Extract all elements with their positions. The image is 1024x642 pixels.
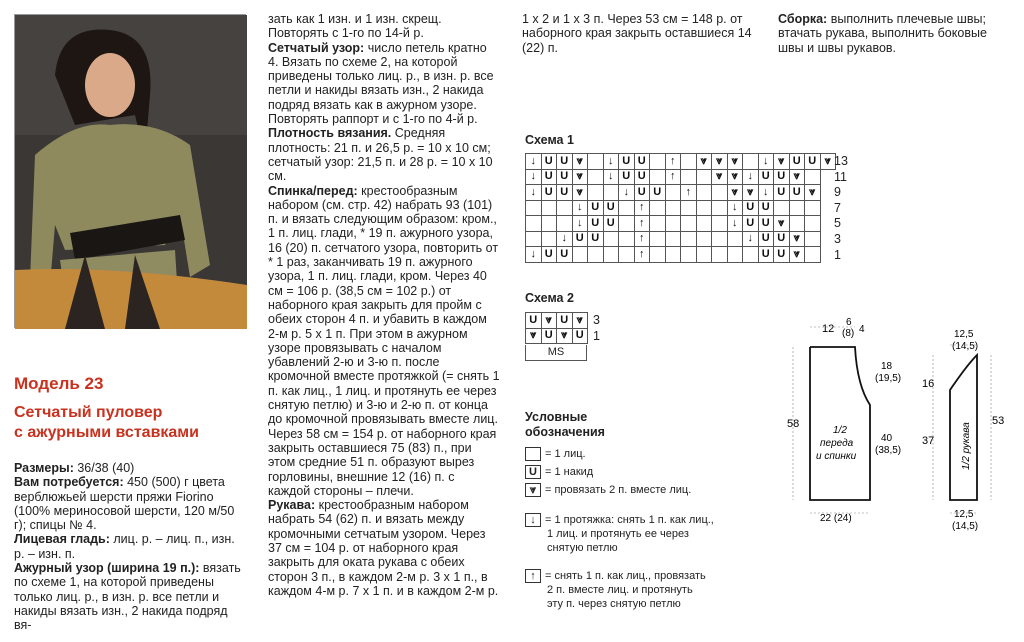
knit-cell <box>526 231 542 247</box>
k2tog-symbol: ⩔ <box>743 185 759 201</box>
knit-cell <box>805 169 821 185</box>
sleeve-total-value: 53 <box>992 415 1005 427</box>
sk2p-symbol: ↑ <box>665 169 681 185</box>
ssk-symbol: ↓ <box>526 185 542 201</box>
ssk-symbol: ↓ <box>603 169 619 185</box>
sleeves-label: Рукава: <box>268 498 316 513</box>
yarn-over-symbol: U <box>743 216 759 232</box>
ssk-symbol: ↓ <box>526 154 542 170</box>
knit-cell <box>588 185 604 201</box>
knit-cell <box>774 200 790 216</box>
legend-item-sk2p <box>525 569 755 611</box>
sleeve-label: 1/2 рукава <box>961 422 972 470</box>
k2tog-symbol: ⩔ <box>526 328 542 344</box>
knit-cell <box>603 247 619 263</box>
knit-cell <box>665 231 681 247</box>
knit-cell <box>727 231 743 247</box>
stockinette-value: лиц. р. – лиц. п., изн. р. – изн. п. <box>14 532 235 561</box>
knit-cell <box>712 200 728 216</box>
materials-value: 450 (500) г цвета верблюжьей шерсти пряжи Fiorino (100% мериносовой шерсти, 120 м/50 г); спицы № 4. <box>14 475 235 533</box>
yarn-over-symbol: U <box>541 154 557 170</box>
ssk-symbol: ↓ <box>619 185 635 201</box>
back-front-label: Спинка/перед: <box>268 183 358 198</box>
scheme-2-row <box>526 328 588 344</box>
knit-cell <box>650 200 666 216</box>
sk2p-symbol: ↑ <box>634 200 650 216</box>
body-armhole-value-alt: (19,5) <box>875 373 902 384</box>
sizes-label: Размеры: <box>14 461 74 475</box>
mesh-label: Сетчатый узор: <box>268 40 365 55</box>
yarn-over-symbol: U <box>743 200 759 216</box>
col2-continuation: зать как 1 изн. и 1 изн. скрещ. Повторять с 1-го по 14-й р. <box>268 12 442 41</box>
legend-text-k2tog: = провязать 2 п. вместе лиц. <box>545 484 692 497</box>
yarn-over-symbol: U <box>525 465 541 479</box>
yarn-over-symbol: U <box>588 200 604 216</box>
assembly-value: выполнить плечевые швы; втачать рукава, выполнить боковые швы и швы рукавов. <box>778 12 987 55</box>
row-number: 11 <box>834 169 847 184</box>
ssk-symbol: ↓ <box>743 231 759 247</box>
yarn-over-symbol: U <box>557 313 573 329</box>
legend-text-sk2p: = снять 1 п. как лиц., провязать <box>545 570 706 583</box>
yarn-over-symbol: U <box>758 231 774 247</box>
knit-cell <box>681 200 697 216</box>
k2tog-symbol: ⩔ <box>727 169 743 185</box>
knit-cell <box>588 154 604 170</box>
stockinette-label: Лицевая гладь: <box>14 532 110 547</box>
knit-cell <box>541 200 557 216</box>
k2tog-symbol: ⩔ <box>774 216 790 232</box>
yarn-over-symbol: U <box>572 231 588 247</box>
scheme-2-row <box>526 313 588 329</box>
knit-cell <box>696 247 712 263</box>
density-label: Плотность вязания. <box>268 126 392 141</box>
yarn-over-symbol: U <box>541 328 557 344</box>
assembly-label: Сборка: <box>778 12 828 26</box>
scheme-2-title: Схема 2 <box>525 291 574 305</box>
k2tog-symbol: ⩔ <box>712 169 728 185</box>
k2tog-symbol: ⩔ <box>696 154 712 170</box>
yarn-over-symbol: U <box>634 185 650 201</box>
legend-text-ssk-3: снятую петлю <box>547 542 618 555</box>
knit-cell <box>681 247 697 263</box>
k2tog-symbol: ⩔ <box>789 247 805 263</box>
knit-cell <box>696 216 712 232</box>
knit-cell <box>665 200 681 216</box>
col3-continuation: 1 х 2 и 1 х 3 п. Через 53 см = 148 р. от наборного края закрыть оставшиеся 14 (22) п. <box>522 12 752 55</box>
knit-cell <box>681 169 697 185</box>
knit-cell <box>712 231 728 247</box>
legend-item-k2tog <box>525 483 755 497</box>
scheme-2-repeat <box>525 345 587 361</box>
row-number: 3 <box>834 231 841 246</box>
sleeve-bottom-value: 12,5 <box>954 509 974 520</box>
column-1-text <box>14 461 248 633</box>
k2tog-symbol: ⩔ <box>789 169 805 185</box>
yarn-over-symbol: U <box>603 216 619 232</box>
k2tog-symbol: ⩔ <box>727 154 743 170</box>
body-neck-right-value: 4 <box>859 324 865 335</box>
scheme-2-chart <box>525 312 588 361</box>
knit-cell <box>650 169 666 185</box>
body-label-3: и спинки <box>816 451 857 462</box>
ssk-symbol: ↓ <box>603 154 619 170</box>
sizes-value: 36/38 (40) <box>77 461 135 475</box>
scheme-1-title: Схема 1 <box>525 133 574 147</box>
row-number: 3 <box>593 313 600 327</box>
knit-cell <box>743 154 759 170</box>
knit-cell <box>712 216 728 232</box>
yarn-over-symbol: U <box>557 185 573 201</box>
scheme-1-row-numbers <box>834 154 848 263</box>
legend-text-knit: = 1 лиц. <box>545 448 586 460</box>
knit-cell <box>681 154 697 170</box>
scheme-1-row <box>526 169 836 185</box>
sk2p-symbol: ↑ <box>634 247 650 263</box>
scheme-2-grid <box>525 312 588 344</box>
yarn-over-symbol: U <box>774 247 790 263</box>
knit-cell <box>789 216 805 232</box>
yarn-over-symbol: U <box>588 231 604 247</box>
legend-text-ssk-2: 1 лиц. и протянуть ее через <box>547 528 689 541</box>
legend-text-yarn-over: = 1 накид <box>545 466 594 479</box>
knit-cell <box>665 247 681 263</box>
knit-cell <box>588 247 604 263</box>
yarn-over-symbol: U <box>541 185 557 201</box>
knit-cell <box>696 200 712 216</box>
yarn-over-symbol: U <box>758 200 774 216</box>
density-value: Средняя плотность: 21 п. и 26,5 р. = 10 х 10 см; сетчатый узор: 21,5 п. и 28 р. = 10 х 10 см. <box>268 126 493 184</box>
yarn-over-symbol: U <box>774 185 790 201</box>
scheme-1-row <box>526 216 836 232</box>
body-outline <box>810 347 870 500</box>
knit-cell <box>696 169 712 185</box>
body-height-value: 58 <box>787 418 800 430</box>
yarn-over-symbol: U <box>557 247 573 263</box>
materials-label: Вам потребуется: <box>14 475 124 490</box>
body-shoulder-value: 12 <box>822 323 835 335</box>
sk2p-symbol: ↑ <box>634 216 650 232</box>
yarn-over-symbol: U <box>758 169 774 185</box>
k2tog-symbol: ⩔ <box>525 483 541 497</box>
ssk-symbol: ↓ <box>727 200 743 216</box>
back-front-value: крестообразным набором (см. стр. 42) набрать 93 (101) п. и вязать следующим образом: кром., 1 п. лиц. глади, * 19 п. ажурного узора, 16 (20) п. сетчатого узора, повторить от * 1 раз, заканчивать 19 п. ажурного узора, 1 п. лиц. глади, кром. Через 40 см = 106 р. (38,5 см = 102 р.) от наборного края закрыть для пройм с обеих сторон 4 п. и убавить в каждом 2-м р. 5 х 1 п. При этом в ажурном узоре провязывать с началом убавлений 2-ю и 3-ю п. после кромочной вместе протяжкой (= снять 1 п. как лиц., 1 лиц. и протянуть ее через снятую петлю) и 3-ю и 2-ю п. от конца до кромочной провязывать вместе лиц. Через 58 см = 154 р. от наборного края закрыть оставшиеся 75 (83) п., при этом средние 51 п. образуют вырез горловины, внешние 12 (16) п. с каждой стороны – плечи. <box>268 183 500 498</box>
ssk-symbol: ↓ <box>727 216 743 232</box>
knit-cell <box>681 216 697 232</box>
knit-cell <box>805 216 821 232</box>
knit-cell <box>619 231 635 247</box>
yarn-over-symbol: U <box>789 154 805 170</box>
sk2p-symbol: ↑ <box>681 185 697 201</box>
yarn-over-symbol: U <box>758 216 774 232</box>
legend-list <box>525 447 755 611</box>
knit-cell <box>619 247 635 263</box>
yarn-over-symbol: U <box>774 231 790 247</box>
body-side-value-alt: (38,5) <box>875 445 902 456</box>
knit-cell <box>572 247 588 263</box>
knit-cell <box>603 231 619 247</box>
row-number: 5 <box>834 216 841 231</box>
legend-text-sk2p-2: 2 п. вместе лиц. и протянуть <box>547 584 693 597</box>
knit-cell <box>665 185 681 201</box>
yarn-over-symbol: U <box>634 169 650 185</box>
yarn-over-symbol: U <box>541 169 557 185</box>
sleeve-top-value-alt: (14,5) <box>952 341 979 352</box>
sleeve-top-value: 12,5 <box>954 329 974 340</box>
sleeve-cap-value: 16 <box>922 378 935 390</box>
k2tog-symbol: ⩔ <box>572 154 588 170</box>
knit-cell <box>665 216 681 232</box>
lace-label: Ажурный узор (ширина 19 п.): <box>14 561 200 576</box>
column-2-text <box>268 12 500 598</box>
ssk-symbol: ↓ <box>572 216 588 232</box>
body-neck-value-alt: (8) <box>842 328 855 339</box>
scheme-1-row <box>526 247 836 263</box>
model-photo-illustration <box>15 15 247 329</box>
knit-cell <box>712 247 728 263</box>
ssk-symbol: ↓ <box>743 169 759 185</box>
k2tog-symbol: ⩔ <box>572 313 588 329</box>
legend-item-ssk <box>525 513 755 555</box>
yarn-over-symbol: U <box>557 169 573 185</box>
knit-cell <box>789 200 805 216</box>
yarn-over-symbol: U <box>526 313 542 329</box>
k2tog-symbol: ⩔ <box>712 154 728 170</box>
ssk-symbol: ↓ <box>526 247 542 263</box>
row-number: 1 <box>593 328 600 343</box>
article-title-line2: с ажурными вставками <box>14 424 199 441</box>
knit-cell <box>650 154 666 170</box>
sleeves-value: крестообразным набором набрать 54 (62) п. и вязать между кромочными сетчатым узором. Через 37 см = 104 р. от наборного края закрыть для оката рукава с обеих сторон 3 п., в каждом 2-м р. 3 х 1 п., в каждом 4-м р. 7 х 1 п. и в каждом 2-м р. <box>268 498 499 598</box>
k2tog-symbol: ⩔ <box>820 154 836 170</box>
column-3-text <box>522 12 762 55</box>
sleeve-length-value: 37 <box>922 435 935 447</box>
knit-cell <box>557 216 573 232</box>
body-label-1: 1/2 <box>833 425 847 436</box>
legend-title-1: Условные <box>525 410 588 424</box>
knit-symbol <box>525 447 541 461</box>
knit-cell <box>805 231 821 247</box>
mesh-value: число петель кратно 4. Вязать по схеме 2, на которой приведены только лиц. р., в изн. р. все петли и накиды вязать изн., 2 накида подряд вязать как в ажурном узоре. Повторять раппорт и с 1-го по 4-й р. <box>268 40 494 127</box>
scheme-1-row <box>526 231 836 247</box>
yarn-over-symbol: U <box>774 169 790 185</box>
body-bottom-value: 22 (24) <box>820 513 852 524</box>
sleeve-pattern-diagram <box>915 325 1020 532</box>
scheme-2-repeat-label: MS <box>547 346 565 358</box>
ssk-symbol: ↓ <box>557 231 573 247</box>
row-number: 13 <box>834 154 848 168</box>
scheme-1-grid <box>525 153 836 263</box>
scheme-1-row <box>526 185 836 201</box>
lace-value: вязать по схеме 1, на которой приведены только лиц. р., в изн. р. все петли и накиды вязать изн., 2 накида подряд вя- <box>14 561 241 633</box>
yarn-over-symbol: U <box>619 169 635 185</box>
row-number: 1 <box>834 247 841 262</box>
knit-cell <box>743 247 759 263</box>
knit-cell <box>650 216 666 232</box>
knit-cell <box>526 216 542 232</box>
knit-cell <box>696 185 712 201</box>
knit-cell <box>526 200 542 216</box>
scheme-2-row-numbers <box>593 313 600 344</box>
k2tog-symbol: ⩔ <box>789 231 805 247</box>
scheme-1-chart <box>525 153 836 263</box>
legend-item-yarn-over <box>525 465 755 479</box>
knit-cell <box>727 247 743 263</box>
knit-cell <box>541 216 557 232</box>
assembly-text <box>778 12 1014 55</box>
yarn-over-symbol: U <box>603 200 619 216</box>
knit-cell <box>619 216 635 232</box>
sk2p-symbol: ↑ <box>665 154 681 170</box>
body-label-2: переда <box>820 438 854 449</box>
k2tog-symbol: ⩔ <box>727 185 743 201</box>
yarn-over-symbol: U <box>758 247 774 263</box>
yarn-over-symbol: U <box>634 154 650 170</box>
article-title-line1: Сетчатый пуловер <box>14 404 163 421</box>
legend-text-sk2p-3: эту п. через снятую петлю <box>547 598 681 611</box>
scheme-1-row <box>526 154 836 170</box>
body-pattern-diagram <box>775 315 905 525</box>
knit-cell <box>588 169 604 185</box>
yarn-over-symbol: U <box>619 154 635 170</box>
legend-title-2: обозначения <box>525 425 605 439</box>
k2tog-symbol: ⩔ <box>774 154 790 170</box>
yarn-over-symbol: U <box>588 216 604 232</box>
body-side-value: 40 <box>881 433 893 444</box>
ssk-symbol: ↓ <box>572 200 588 216</box>
yarn-over-symbol: U <box>789 185 805 201</box>
sk2p-symbol: ↑ <box>525 569 541 583</box>
legend-item-knit <box>525 447 755 461</box>
body-neck-value: 6 <box>846 317 852 328</box>
knit-cell <box>603 185 619 201</box>
k2tog-symbol: ⩔ <box>805 185 821 201</box>
model-number: Модель 23 <box>14 374 104 393</box>
knit-cell <box>557 200 573 216</box>
yarn-over-symbol: U <box>541 247 557 263</box>
legend-text-ssk: = 1 протяжка: снять 1 п. как лиц., <box>545 514 714 527</box>
yarn-over-symbol: U <box>572 328 588 344</box>
row-number: 7 <box>834 200 841 215</box>
k2tog-symbol: ⩔ <box>557 328 573 344</box>
knit-cell <box>805 247 821 263</box>
knit-cell <box>541 231 557 247</box>
yarn-over-symbol: U <box>557 154 573 170</box>
ssk-symbol: ↓ <box>758 185 774 201</box>
k2tog-symbol: ⩔ <box>541 313 557 329</box>
knit-cell <box>681 231 697 247</box>
sleeve-bottom-value-alt: (14,5) <box>952 521 979 532</box>
k2tog-symbol: ⩔ <box>572 169 588 185</box>
knit-cell <box>650 231 666 247</box>
knit-cell <box>712 185 728 201</box>
ssk-symbol: ↓ <box>758 154 774 170</box>
model-photo <box>14 14 246 328</box>
sk2p-symbol: ↑ <box>634 231 650 247</box>
knit-cell <box>805 200 821 216</box>
k2tog-symbol: ⩔ <box>572 185 588 201</box>
knit-cell <box>696 231 712 247</box>
knit-cell <box>650 247 666 263</box>
scheme-1-row <box>526 200 836 216</box>
yarn-over-symbol: U <box>805 154 821 170</box>
ssk-symbol: ↓ <box>526 169 542 185</box>
ssk-symbol: ↓ <box>525 513 541 527</box>
body-armhole-value: 18 <box>881 361 893 372</box>
row-number: 9 <box>834 185 841 200</box>
yarn-over-symbol: U <box>650 185 666 201</box>
knit-cell <box>619 200 635 216</box>
